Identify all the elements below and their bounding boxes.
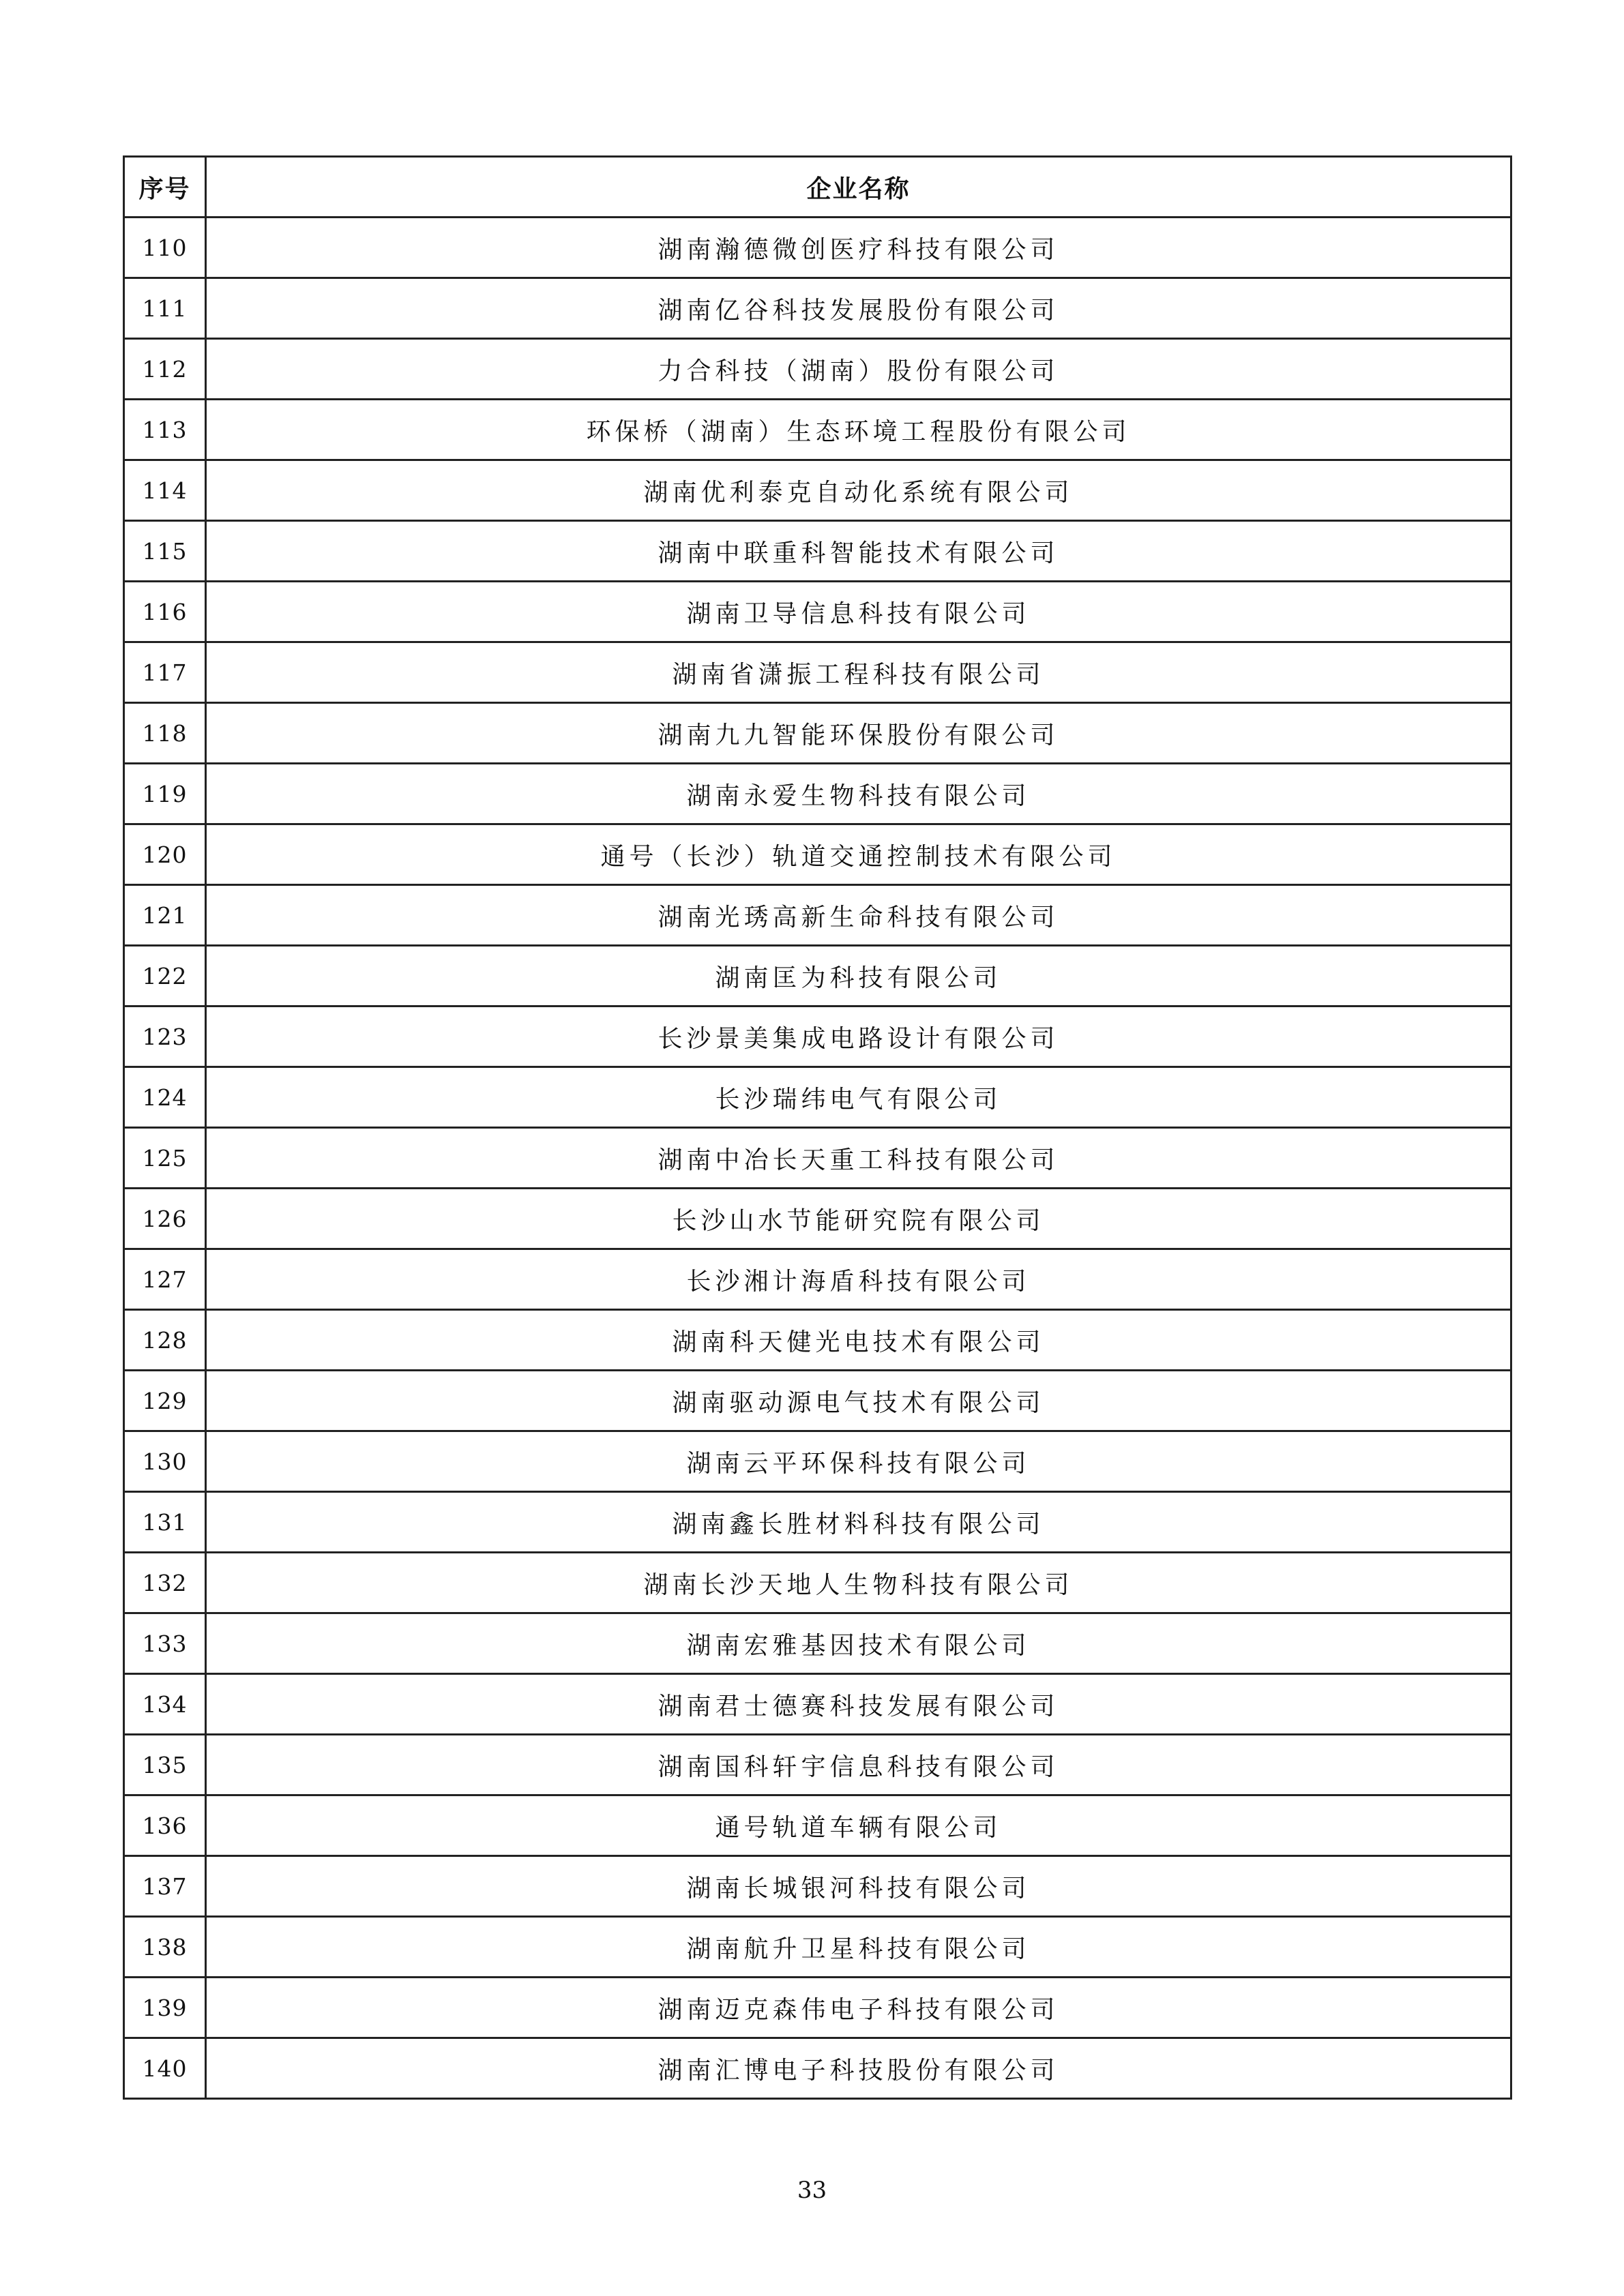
table-row	[124, 521, 1511, 582]
row-seq: 129	[124, 1371, 206, 1431]
table-row	[124, 278, 1511, 339]
table-row	[124, 400, 1511, 460]
row-seq: 127	[124, 1249, 206, 1310]
table-row	[124, 1613, 1511, 1674]
table-row	[124, 642, 1511, 703]
row-company-name: 湖南宏雅基因技术有限公司	[206, 1613, 1511, 1674]
row-company-name: 湖南匡为科技有限公司	[206, 946, 1511, 1007]
table-row	[124, 1978, 1511, 2038]
row-company-name: 湖南中冶长天重工科技有限公司	[206, 1128, 1511, 1189]
table-row	[124, 460, 1511, 521]
row-seq: 126	[124, 1189, 206, 1249]
row-seq: 121	[124, 885, 206, 946]
row-seq: 133	[124, 1613, 206, 1674]
table-row	[124, 1431, 1511, 1492]
row-company-name: 湖南瀚德微创医疗科技有限公司	[206, 218, 1511, 278]
row-seq: 137	[124, 1856, 206, 1917]
row-seq: 132	[124, 1553, 206, 1613]
row-seq: 138	[124, 1917, 206, 1978]
row-company-name: 通号（长沙）轨道交通控制技术有限公司	[206, 824, 1511, 885]
row-company-name: 力合科技（湖南）股份有限公司	[206, 339, 1511, 400]
row-company-name: 湖南优利泰克自动化系统有限公司	[206, 460, 1511, 521]
table-row	[124, 582, 1511, 642]
row-seq: 120	[124, 824, 206, 885]
table-row	[124, 339, 1511, 400]
row-seq: 114	[124, 460, 206, 521]
row-seq: 130	[124, 1431, 206, 1492]
row-company-name: 湖南长沙天地人生物科技有限公司	[206, 1553, 1511, 1613]
table-row	[124, 1795, 1511, 1856]
row-seq: 116	[124, 582, 206, 642]
row-company-name: 湖南中联重科智能技术有限公司	[206, 521, 1511, 582]
row-seq: 140	[124, 2038, 206, 2099]
table-row	[124, 1128, 1511, 1189]
table-body	[124, 218, 1511, 2099]
row-seq: 112	[124, 339, 206, 400]
row-company-name: 湖南鑫长胜材料科技有限公司	[206, 1492, 1511, 1553]
row-company-name: 湖南君士德赛科技发展有限公司	[206, 1674, 1511, 1735]
table-row	[124, 1067, 1511, 1128]
company-list-table	[123, 155, 1512, 2100]
row-company-name: 湖南光琇高新生命科技有限公司	[206, 885, 1511, 946]
row-company-name: 湖南国科轩宇信息科技有限公司	[206, 1735, 1511, 1795]
table-row	[124, 218, 1511, 278]
row-seq: 115	[124, 521, 206, 582]
row-seq: 118	[124, 703, 206, 764]
row-seq: 119	[124, 764, 206, 824]
row-company-name: 长沙瑞纬电气有限公司	[206, 1067, 1511, 1128]
table-row	[124, 764, 1511, 824]
table-row	[124, 1492, 1511, 1553]
row-company-name: 湖南九九智能环保股份有限公司	[206, 703, 1511, 764]
row-company-name: 湖南迈克森伟电子科技有限公司	[206, 1978, 1511, 2038]
table-row	[124, 1249, 1511, 1310]
row-seq: 111	[124, 278, 206, 339]
row-company-name: 湖南驱动源电气技术有限公司	[206, 1371, 1511, 1431]
row-company-name: 湖南卫导信息科技有限公司	[206, 582, 1511, 642]
row-seq: 134	[124, 1674, 206, 1735]
table-row	[124, 703, 1511, 764]
header-seq: 序号	[124, 157, 206, 218]
row-seq: 128	[124, 1310, 206, 1371]
table-row	[124, 1553, 1511, 1613]
table-row	[124, 824, 1511, 885]
row-seq: 139	[124, 1978, 206, 2038]
row-company-name: 长沙山水节能研究院有限公司	[206, 1189, 1511, 1249]
row-company-name: 湖南汇博电子科技股份有限公司	[206, 2038, 1511, 2099]
row-company-name: 湖南长城银河科技有限公司	[206, 1856, 1511, 1917]
row-company-name: 湖南科天健光电技术有限公司	[206, 1310, 1511, 1371]
row-seq: 122	[124, 946, 206, 1007]
row-company-name: 长沙湘计海盾科技有限公司	[206, 1249, 1511, 1310]
row-company-name: 湖南亿谷科技发展股份有限公司	[206, 278, 1511, 339]
table-row	[124, 946, 1511, 1007]
row-company-name: 湖南航升卫星科技有限公司	[206, 1917, 1511, 1978]
table-row	[124, 885, 1511, 946]
table-row	[124, 1674, 1511, 1735]
row-company-name: 湖南省潇振工程科技有限公司	[206, 642, 1511, 703]
table-header-row	[124, 157, 1511, 218]
row-seq: 113	[124, 400, 206, 460]
table-row	[124, 1189, 1511, 1249]
row-seq: 123	[124, 1007, 206, 1067]
row-company-name: 长沙景美集成电路设计有限公司	[206, 1007, 1511, 1067]
table-row	[124, 1917, 1511, 1978]
table-row	[124, 1371, 1511, 1431]
row-company-name: 湖南云平环保科技有限公司	[206, 1431, 1511, 1492]
table-row	[124, 1007, 1511, 1067]
row-seq: 124	[124, 1067, 206, 1128]
row-company-name: 湖南永爱生物科技有限公司	[206, 764, 1511, 824]
row-company-name: 环保桥（湖南）生态环境工程股份有限公司	[206, 400, 1511, 460]
row-company-name: 通号轨道车辆有限公司	[206, 1795, 1511, 1856]
page-number: 33	[797, 2177, 827, 2204]
row-seq: 136	[124, 1795, 206, 1856]
row-seq: 131	[124, 1492, 206, 1553]
table-row	[124, 2038, 1511, 2099]
table-row	[124, 1735, 1511, 1795]
table-row	[124, 1856, 1511, 1917]
table-row	[124, 1310, 1511, 1371]
row-seq: 110	[124, 218, 206, 278]
row-seq: 125	[124, 1128, 206, 1189]
row-seq: 135	[124, 1735, 206, 1795]
row-seq: 117	[124, 642, 206, 703]
header-company-name: 企业名称	[206, 157, 1511, 218]
